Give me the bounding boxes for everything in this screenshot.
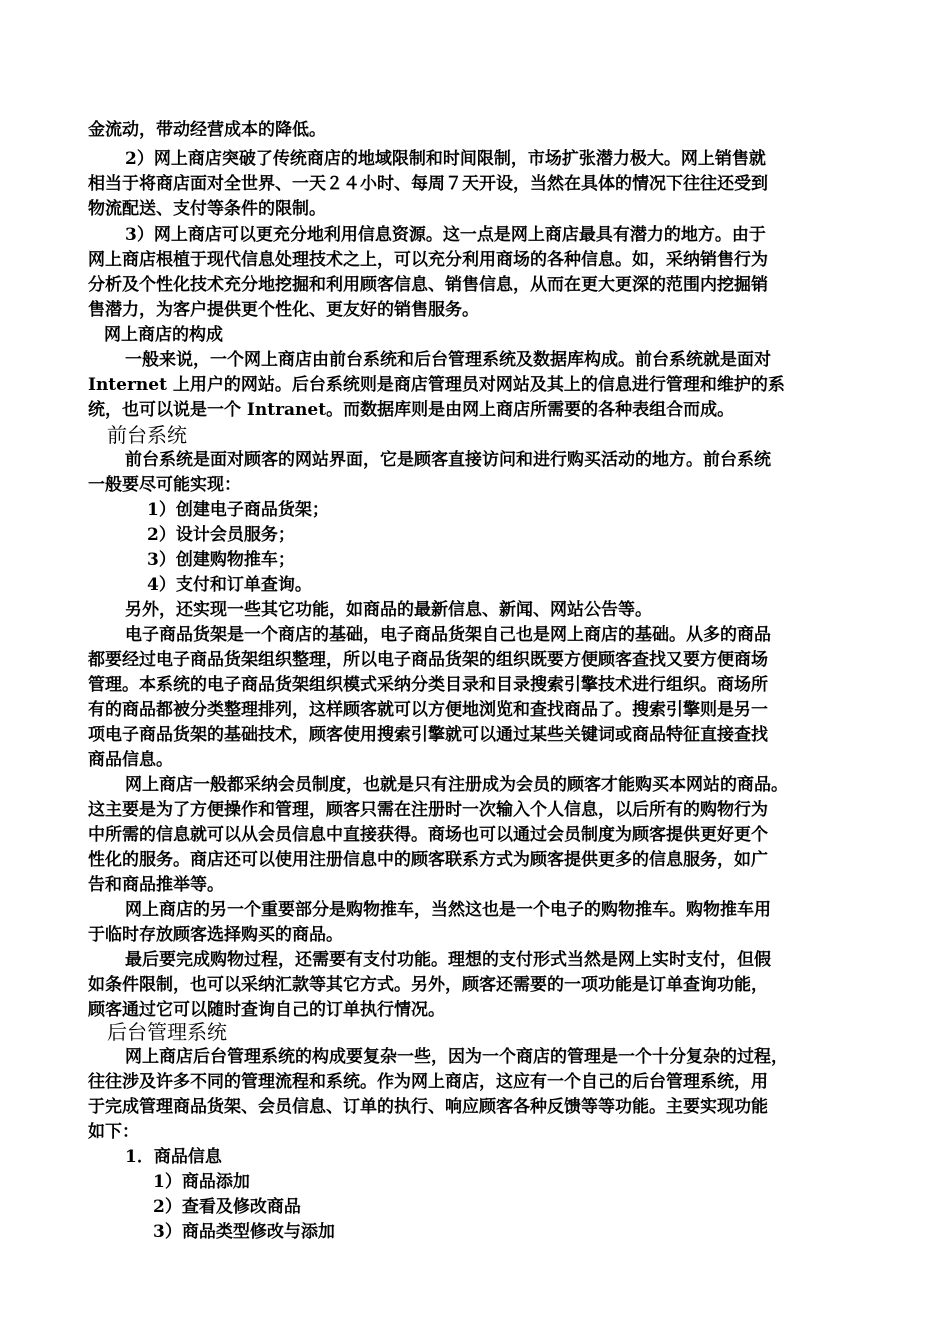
list-item: 2）设计会员服务；	[147, 525, 295, 545]
paragraph-composition	[88, 348, 863, 423]
text-line: 另外，还实现一些其它功能，如商品的最新信息、新闻、网站公告等。	[125, 600, 652, 620]
text-line: 于完成管理商品货架、会员信息、订单的执行、响应顾客各种反馈等等功能。主要实现功能	[88, 1097, 768, 1117]
paragraph-back-intro	[88, 1045, 863, 1145]
text-line: Internet 上用户的网站。后台系统则是商店管理员对网站及其上的信息进行管理和维护的系	[88, 375, 785, 395]
paragraph-front-intro	[88, 448, 863, 498]
paragraph-shelf	[88, 623, 863, 773]
text-line: 售潜力，为客户提供更个性化、更友好的销售服务。	[88, 300, 479, 320]
text-line: 商品信息。	[88, 750, 173, 770]
list-item: 1）商品添加	[153, 1172, 250, 1192]
text-line: 3）网上商店可以更充分地利用信息资源。这一点是网上商店最具有潜力的地方。由于	[125, 225, 766, 245]
text-line: 项电子商品货架的基础技术，顾客使用搜索引擎就可以通过某些关键词或商品特征直接查找	[88, 725, 768, 745]
text-line: 一般要尽可能实现：	[88, 475, 241, 495]
text-line: 物流配送、支付等条件的限制。	[88, 199, 326, 219]
paragraph-advantage-3	[88, 223, 863, 323]
text-line: 网上商店根植于现代信息处理技术之上，可以充分利用商场的各种信息。如，采纳销售行为	[88, 250, 768, 270]
paragraph-advantage-2	[88, 147, 863, 222]
text-line: 统，也可以说是一个 Intranet。而数据库则是由网上商店所需要的各种表组合而成。	[88, 400, 735, 420]
text-line: 一般来说，一个网上商店由前台系统和后台管理系统及数据库构成。前台系统就是面对	[125, 350, 771, 370]
list-item: 2）查看及修改商品	[153, 1197, 301, 1217]
heading-back-system: 后台管理系统	[107, 1020, 227, 1044]
paragraph-front-other	[88, 598, 863, 623]
text-line: 往往涉及许多不同的管理流程和系统。作为网上商店，这应有一个自己的后台管理系统，用	[88, 1072, 768, 1092]
paragraph-0	[88, 118, 863, 143]
text-line: 于临时存放顾客选择购买的商品。	[88, 925, 343, 945]
list-item: 1）创建电子商品货架；	[147, 500, 329, 520]
text-line: 分析及个性化技术充分地挖掘和利用顾客信息、销售信息，从而在更大更深的范围内挖掘销	[88, 275, 768, 295]
paragraph-cart	[88, 898, 863, 948]
text-line: 前台系统是面对顾客的网站界面，它是顾客直接访问和进行购买活动的地方。前台系统	[125, 450, 771, 470]
text-line: 2）网上商店突破了传统商店的地域限制和时间限制，市场扩张潜力极大。网上销售就	[125, 149, 766, 169]
paragraph-membership	[88, 773, 863, 898]
heading-composition: 网上商店的构成	[104, 325, 223, 345]
text-line: 相当于将商店面对全世界、一天２４小时、每周７天开设，当然在具体的情况下往往还受到	[88, 174, 768, 194]
text-line: 最后要完成购物过程，还需要有支付功能。理想的支付形式当然是网上实时支付，但假	[125, 950, 771, 970]
text-line: 网上商店的另一个重要部分是购物推车，当然这也是一个电子的购物推车。购物推车用	[125, 900, 771, 920]
text-line: 金流动，带动经营成本的降低。	[88, 120, 326, 140]
list-item: 3）创建购物推车；	[147, 550, 295, 570]
text-line: 中所需的信息就可以从会员信息中直接获得。商场也可以通过会员制度为顾客提供更好更个	[88, 825, 768, 845]
text-line: 电子商品货架是一个商店的基础，电子商品货架自己也是网上商店的基础。从多的商品	[125, 625, 771, 645]
list-item: 4）支付和订单查询。	[147, 575, 312, 595]
text-line: 性化的服务。商店还可以使用注册信息中的顾客联系方式为顾客提供更多的信息服务，如广	[88, 850, 768, 870]
text-line: 都要经过电子商品货架组织整理，所以电子商品货架的组织既要方便顾客查找又要方便商场	[88, 650, 768, 670]
paragraph-payment	[88, 948, 863, 1023]
text-line: 网上商店一般都采纳会员制度，也就是只有注册成为会员的顾客才能购买本网站的商品。	[125, 775, 788, 795]
text-line: 告和商品推举等。	[88, 875, 224, 895]
text-line: 顾客通过它可以随时查询自己的订单执行情况。	[88, 1000, 445, 1020]
heading-front-system: 前台系统	[107, 423, 187, 447]
text-line: 有的商品都被分类整理排列，这样顾客就可以方便地浏览和查找商品了。搜索引擎则是另一	[88, 700, 768, 720]
list-item: 3）商品类型修改与添加	[153, 1222, 335, 1242]
text-line: 网上商店后台管理系统的构成要复杂一些，因为一个商店的管理是一个十分复杂的过程，	[125, 1047, 788, 1067]
text-line: 如下：	[88, 1122, 139, 1142]
list-section-title: 1．商品信息	[125, 1147, 222, 1167]
text-line: 管理。本系统的电子商品货架组织模式采纳分类目录和目录搜索引擎技术进行组织。商场所	[88, 675, 768, 695]
text-line: 这主要是为了方便操作和管理，顾客只需在注册时一次输入个人信息，以后所有的购物行为	[88, 800, 768, 820]
text-line: 如条件限制，也可以采纳汇款等其它方式。另外，顾客还需要的一项功能是订单查询功能，	[88, 975, 768, 995]
